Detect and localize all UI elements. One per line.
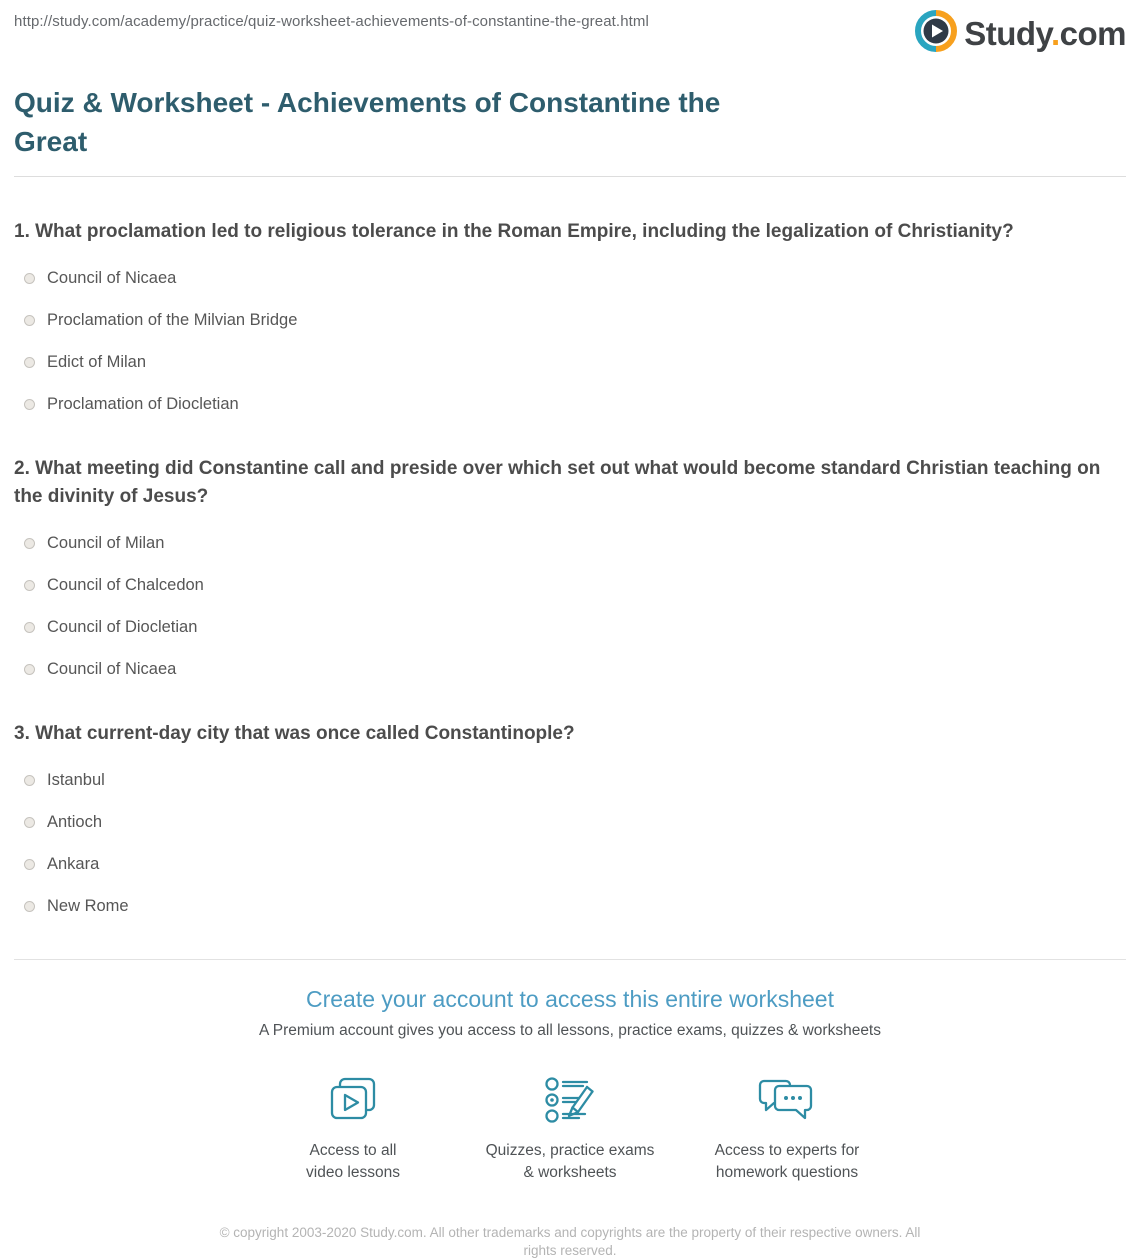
question-1-option-3[interactable] [14, 353, 1126, 372]
feature-video-lessons [245, 1076, 462, 1184]
question-3-option-3[interactable] [14, 855, 1126, 874]
option-label[interactable]: Council of Chalcedon [47, 576, 204, 594]
feature-label: Quizzes, practice exams & worksheets [485, 1142, 655, 1181]
option-label[interactable]: Council of Nicaea [47, 660, 177, 678]
feature-label: Access to all video lessons [306, 1142, 400, 1181]
cta-divider [14, 959, 1126, 960]
question-1-option-1[interactable] [14, 269, 1126, 288]
radio-button[interactable] [24, 622, 35, 633]
option-label[interactable]: Istanbul [47, 771, 105, 789]
question-3-option-1[interactable] [14, 771, 1126, 790]
option-label[interactable]: Proclamation of the Milvian Bridge [47, 311, 298, 329]
question-1-text: 1. What proclamation led to religious tolerance in the Roman Empire, including the legalization of Christianity? [14, 221, 1014, 242]
cta-section [14, 986, 1126, 1184]
radio-button[interactable] [24, 315, 35, 326]
question-2-option-3[interactable] [14, 618, 1126, 637]
option-label[interactable]: Proclamation of Diocletian [47, 395, 239, 413]
studycom-logo-text: Study.com [964, 14, 1126, 52]
question-2-text: 2. What meeting did Constantine call and preside over which set out what would become standard Christian teaching on the divinity of Jesus? [14, 458, 1101, 507]
question-3-text: 3. What current-day city that was once called Constantinople? [14, 723, 575, 744]
radio-button[interactable] [24, 664, 35, 675]
studycom-logo[interactable] [915, 10, 1126, 57]
question-1 [14, 218, 1126, 414]
question-3-option-4[interactable] [14, 897, 1126, 916]
features-row [14, 1076, 1126, 1184]
feature-expert-help [679, 1076, 896, 1184]
option-label[interactable]: Edict of Milan [47, 353, 147, 371]
radio-button[interactable] [24, 817, 35, 828]
title-divider [14, 176, 1126, 177]
cta-heading: Create your account to access this entire worksheet [306, 986, 834, 1012]
question-3-option-2[interactable] [14, 813, 1126, 832]
question-2-option-2[interactable] [14, 576, 1126, 595]
option-label[interactable]: Council of Nicaea [47, 269, 177, 287]
question-2 [14, 455, 1126, 679]
studycom-logo-icon [915, 10, 957, 57]
question-1-option-2[interactable] [14, 311, 1126, 330]
question-2-option-1[interactable] [14, 534, 1126, 553]
radio-button[interactable] [24, 399, 35, 410]
radio-button[interactable] [24, 775, 35, 786]
radio-button[interactable] [24, 901, 35, 912]
option-label[interactable]: Council of Diocletian [47, 618, 198, 636]
quizzes-worksheets-icon [462, 1076, 679, 1126]
page-header [0, 0, 1140, 57]
option-label[interactable]: Antioch [47, 813, 103, 831]
radio-button[interactable] [24, 357, 35, 368]
page-url: http://study.com/academy/practice/quiz-worksheet-achievements-of-constantine-the-great.html [14, 13, 649, 30]
question-2-option-4[interactable] [14, 660, 1126, 679]
copyright-text: © copyright 2003-2020 Study.com. All other trademarks and copyrights are the property of their respective owners. All rights reserved. [219, 1225, 921, 1258]
option-label[interactable]: Council of Milan [47, 534, 165, 552]
radio-button[interactable] [24, 580, 35, 591]
radio-button[interactable] [24, 859, 35, 870]
question-3 [14, 720, 1126, 916]
page-title: Quiz & Worksheet - Achievements of Constantine the Great [14, 87, 721, 157]
cta-subheading: A Premium account gives you access to all lessons, practice exams, quizzes & worksheets [259, 1022, 881, 1039]
option-label[interactable]: Ankara [47, 855, 100, 873]
question-1-option-4[interactable] [14, 395, 1126, 414]
video-lessons-icon [245, 1076, 462, 1126]
feature-quizzes-worksheets [462, 1076, 679, 1184]
feature-label: Access to experts for homework questions [714, 1142, 860, 1181]
expert-help-icon [679, 1076, 896, 1126]
radio-button[interactable] [24, 273, 35, 284]
option-label[interactable]: New Rome [47, 897, 129, 915]
radio-button[interactable] [24, 538, 35, 549]
